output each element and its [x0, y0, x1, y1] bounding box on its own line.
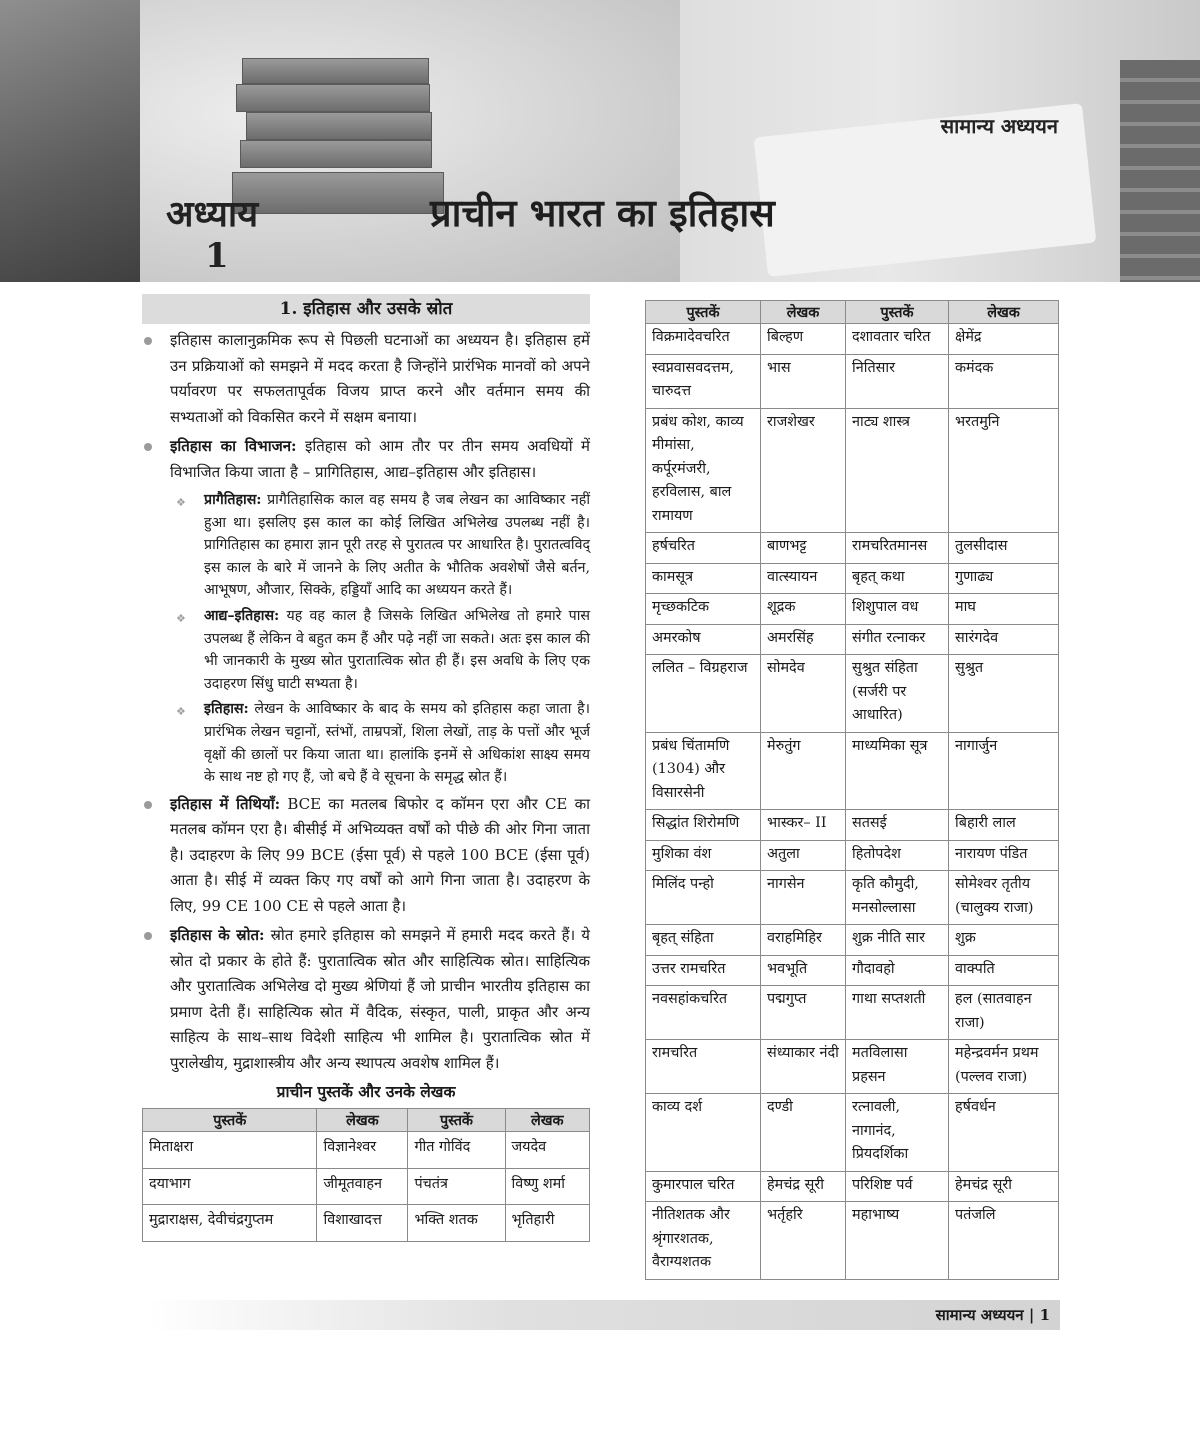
table-cell: विक्रमादेवचरित	[646, 324, 761, 355]
header-sleeve-graphic	[0, 0, 140, 282]
table-row	[143, 1132, 590, 1169]
table-cell: मिताक्षरा	[143, 1132, 317, 1169]
table-cell: संध्याकार नंदी	[761, 1040, 846, 1094]
table-row	[646, 408, 1059, 533]
table-cell: शिशुपाल वध	[846, 594, 949, 625]
bullet-label: इतिहास में तिथियाँ:	[170, 794, 281, 813]
table-cell: सुश्रुत संहिता (सर्जरी पर आधारित)	[846, 655, 949, 733]
table-cell: गौदावहो	[846, 955, 949, 986]
table-cell: अमरसिंह	[761, 624, 846, 655]
table-cell: भृतिहारी	[505, 1205, 590, 1242]
table-cell: वराहमिहिर	[761, 925, 846, 956]
table-cell: बाणभट्ट	[761, 533, 846, 564]
table-cell: वात्स्यायन	[761, 563, 846, 594]
table-cell: विज्ञानेश्वर	[317, 1132, 408, 1169]
bullet-dot-icon	[144, 801, 152, 809]
table-cell: मेरुतुंग	[761, 732, 846, 810]
table-row	[646, 533, 1059, 564]
sub-bullet-text: यह वह काल है जिसके लिखित अभिलेख तो हमारे पास उपलब्ध हैं लेकिन वे बहुत कम हैं और पढ़े नहीं जा सकते। अतः इस काल की भी जानकारी के मुख्य स्रोत पुरातात्विक स्रोत ही हैं। इस अवधि के लिए एक उदाहरण सिंधु घाटी सभ्यता है।	[204, 607, 590, 692]
table-cell: संगीत रत्नाकर	[846, 624, 949, 655]
table-cell: प्रबंध कोश, काव्य मीमांसा, कर्पूरमंजरी, हरविलास, बाल रामायण	[646, 408, 761, 533]
sub-bullet-history	[142, 698, 590, 788]
books-table-title: प्राचीन पुस्तकें और उनके लेखक	[276, 1082, 456, 1102]
bullet-text: स्रोत हमारे इतिहास को समझने में हमारी मदद करते हैं। ये स्रोत दो प्रकार के होते हैं: पुरातात्विक स्रोत और साहित्यिक स्रोत। साहित्यिक और पुरातात्विक अभिलेख दो मुख्य श्रेणियां हैं जो प्राचीन भारतीय इतिहास का प्रमाण देती हैं। साहित्यिक स्रोत में वैदिक, संस्कृत, पाली, प्राकृत और अन्य साहित्य के साथ–साथ विदेशी साहित्य भी शामिल है। पुरातात्विक स्रोत में पुरालेखीय, मुद्राशास्त्रीय और अन्य स्थापत्य अवशेष शामिल हैं।	[170, 926, 590, 1072]
chapter-title: प्राचीन भारत का इतिहास	[430, 190, 775, 235]
left-column	[142, 294, 590, 1242]
table-row	[646, 732, 1059, 810]
book-stack-graphic	[240, 140, 432, 168]
table-cell: उत्तर रामचरित	[646, 955, 761, 986]
footer-separator: |	[1028, 1306, 1035, 1324]
sub-bullet-text: प्रागैतिहासिक काल वह समय है जब लेखन का आविष्कार नहीं हुआ था। इसलिए इस काल का कोई लिखित अभिलेख उपलब्ध नहीं है। प्रागितिहास का हमारा ज्ञान पूरी तरह से पुरातत्व पर आधारित है। पुरातत्वविद् इस काल के बारे में जानने के लिए अतीत के भौतिक अवशेषों जैसे बर्तन, आभूषण, औजार, सिक्के, हड्डियाँ आदि का अध्ययन करते हैं।	[204, 492, 590, 599]
table-cell: बृहत् कथा	[846, 563, 949, 594]
table-cell: परिशिष्ट पर्व	[846, 1171, 949, 1202]
table-cell: पतंजलि	[949, 1202, 1059, 1280]
table-row	[646, 563, 1059, 594]
table-cell: शुक्र	[949, 925, 1059, 956]
table-cell: कुमारपाल चरित	[646, 1171, 761, 1202]
right-table-body	[646, 324, 1059, 1280]
table-row	[646, 810, 1059, 841]
table-cell: मतविलासा प्रहसन	[846, 1040, 949, 1094]
bullet-history-definition	[142, 328, 590, 430]
table-row	[143, 1205, 590, 1242]
table-row	[646, 1094, 1059, 1172]
section-heading: 1. इतिहास और उसके स्रोत	[142, 294, 590, 324]
table-cell: शुक्र नीति सार	[846, 925, 949, 956]
table-cell: विशाखादत्त	[317, 1205, 408, 1242]
table-cell: माघ	[949, 594, 1059, 625]
shelf-books-graphic	[1120, 60, 1200, 282]
sub-bullet-label: प्रागैतिहास:	[204, 492, 262, 508]
table-row	[143, 1168, 590, 1205]
table-cell: पद्मगुप्त	[761, 986, 846, 1040]
table-cell: मुद्राराक्षस, देवीचंद्रगुप्तम	[143, 1205, 317, 1242]
diamond-bullet-icon: ❖	[176, 611, 186, 625]
bullet-history-dates	[142, 792, 590, 920]
table-cell: सिद्धांत शिरोमणि	[646, 810, 761, 841]
footer-series: सामान्य अध्ययन	[935, 1306, 1024, 1324]
table-cell: सारंगदेव	[949, 624, 1059, 655]
table-cell: अमरकोष	[646, 624, 761, 655]
table-cell: सोमदेव	[761, 655, 846, 733]
table-cell: प्रबंध चिंतामणि (1304) और विसारसेनी	[646, 732, 761, 810]
table-cell: नवसहांकचरित	[646, 986, 761, 1040]
table-cell: कृति कौमुदी, मनसोल्लासा	[846, 871, 949, 925]
bullet-text: BCE का मतलब बिफोर द कॉमन एरा और CE का मतलब कॉमन एरा है। बीसीई में अभिव्यक्त वर्षों को पीछे की ओर गिना जाता है। उदाहरण के लिए 99 BCE (ईसा पूर्व) से पहले 100 BCE (ईसा पूर्व) आता है। सीई में व्यक्त किए गए वर्षों को आगे गिना जाता है। उदाहरण के लिए, 99 CE 100 CE से पहले आता है।	[170, 794, 591, 915]
table-cell: गुणाढ्य	[949, 563, 1059, 594]
chapter-label: अध्याय	[166, 193, 259, 235]
table-cell: नीतिशतक और श्रृंगारशतक, वैराग्यशतक	[646, 1202, 761, 1280]
bullet-label: इतिहास के स्रोत:	[170, 926, 265, 945]
table-cell: बिल्हण	[761, 324, 846, 355]
table-cell: काव्य दर्श	[646, 1094, 761, 1172]
table-cell: नारायण पंडित	[949, 840, 1059, 871]
table-cell: सुश्रुत	[949, 655, 1059, 733]
table-cell: गीत गोविंद	[408, 1132, 505, 1169]
table-row	[646, 624, 1059, 655]
bullet-dot-icon	[144, 932, 152, 940]
table-cell: हर्षवर्धन	[949, 1094, 1059, 1172]
column-header-books: पुस्तकें	[646, 301, 761, 324]
bullet-label: इतिहास का विभाजन:	[170, 437, 297, 455]
table-cell: भवभूति	[761, 955, 846, 986]
book-stack-graphic	[242, 58, 429, 84]
table-row	[646, 840, 1059, 871]
table-cell: वाक्पति	[949, 955, 1059, 986]
bullet-text: इतिहास कालानुक्रमिक रूप से पिछली घटनाओं का अध्ययन है। इतिहास हमें उन प्रक्रियाओं को समझने में मदद करता है जिन्होंने प्रारंभिक मानवों को अपने पर्यावरण पर सफलतापूर्वक विजय प्राप्त करने और वर्तमान समय की सभ्यताओं को विकसित करने में सक्षम बनाया।	[170, 331, 590, 426]
table-cell: मुशिका वंश	[646, 840, 761, 871]
sub-bullet-label: इतिहास:	[204, 701, 249, 718]
table-row	[646, 324, 1059, 355]
table-cell: नागार्जुन	[949, 732, 1059, 810]
table-row	[646, 1040, 1059, 1094]
table-cell: हेमचंद्र सूरी	[949, 1171, 1059, 1202]
bullet-text: इतिहास को आम तौर पर तीन समय अवधियों में विभाजित किया जाता है – प्रागितिहास, आद्य–इतिहास और इतिहास।	[170, 437, 591, 481]
table-cell: मिलिंद पन्हो	[646, 871, 761, 925]
table-cell: भक्ति शतक	[408, 1205, 505, 1242]
column-header-books: पुस्तकें	[846, 301, 949, 324]
table-row	[646, 655, 1059, 733]
table-cell: हेमचंद्र सूरी	[761, 1171, 846, 1202]
books-authors-table-right	[645, 300, 1059, 1280]
column-header-author: लेखक	[761, 301, 846, 324]
table-cell: क्षेमेंद्र	[949, 324, 1059, 355]
table-cell: रामचरित	[646, 1040, 761, 1094]
table-row	[646, 925, 1059, 956]
table-cell: बिहारी लाल	[949, 810, 1059, 841]
column-header-author: लेखक	[317, 1109, 408, 1132]
table-cell: स्वप्नवासवदत्तम, चारुदत्त	[646, 354, 761, 408]
table-cell: कामसूत्र	[646, 563, 761, 594]
page-footer	[146, 1300, 1060, 1330]
table-cell: बृहत् संहिता	[646, 925, 761, 956]
table-cell: दशावतार चरित	[846, 324, 949, 355]
table-cell: शूद्रक	[761, 594, 846, 625]
table-cell: राजशेखर	[761, 408, 846, 533]
table-cell: हितोपदेश	[846, 840, 949, 871]
book-stack-graphic	[246, 112, 432, 140]
column-header-books: पुस्तकें	[408, 1109, 505, 1132]
table-cell: सोमेश्वर तृतीय (चालुक्य राजा)	[949, 871, 1059, 925]
table-cell: सतसई	[846, 810, 949, 841]
chapter-number: 1	[205, 236, 229, 276]
table-cell: महाभाष्य	[846, 1202, 949, 1280]
table-cell: हल (सातवाहन राजा)	[949, 986, 1059, 1040]
table-cell: जयदेव	[505, 1132, 590, 1169]
column-header-author: लेखक	[949, 301, 1059, 324]
table-cell: माध्यमिका सूत्र	[846, 732, 949, 810]
table-row	[646, 354, 1059, 408]
column-header-books: पुस्तकें	[143, 1109, 317, 1132]
diamond-bullet-icon: ❖	[176, 705, 186, 719]
sub-bullet-text: लेखन के आविष्कार के बाद के समय को इतिहास कहा जाता है। प्रारंभिक लेखन चट्टानों, स्तंभों, ताम्रपत्रों, शिला लेखों, ताड़ के पत्तों और भूर्ज वृक्षों की छालों पर किया जाता था। हालांकि इनमें से अधिकांश साक्ष्य समय के साथ नष्ट हो गए हैं, जो बचे हैं वे सूचना के समृद्ध स्रोत हैं।	[204, 701, 590, 786]
right-column	[645, 300, 1058, 1280]
table-row	[646, 871, 1059, 925]
table-cell: नाट्य शास्त्र	[846, 408, 949, 533]
table-cell: दण्डी	[761, 1094, 846, 1172]
table-cell: भास्कर– II	[761, 810, 846, 841]
diamond-bullet-icon: ❖	[176, 496, 186, 509]
table-cell: रामचरितमानस	[846, 533, 949, 564]
table-cell: नितिसार	[846, 354, 949, 408]
page-number: 1	[1039, 1306, 1050, 1324]
bullet-history-sources	[142, 923, 590, 1076]
footer-text	[936, 1305, 1050, 1325]
table-row	[646, 986, 1059, 1040]
table-cell: विष्णु शर्मा	[505, 1168, 590, 1205]
table-row	[646, 1202, 1059, 1280]
book-stack-graphic	[232, 172, 444, 214]
table-cell: पंचतंत्र	[408, 1168, 505, 1205]
book-stack-graphic	[236, 84, 430, 112]
sub-bullet-label: आद्य–इतिहास:	[204, 607, 280, 624]
table-cell: भर्तृहरि	[761, 1202, 846, 1280]
books-authors-table-left	[142, 1108, 590, 1242]
bullet-dot-icon	[144, 443, 152, 451]
chapter-header-banner	[0, 0, 1200, 282]
sub-bullet-protohistory	[142, 605, 590, 695]
table-cell: गाथा सप्तशती	[846, 986, 949, 1040]
table-row	[646, 1171, 1059, 1202]
table-header-row	[143, 1109, 590, 1132]
table-cell: तुलसीदास	[949, 533, 1059, 564]
table-row	[646, 955, 1059, 986]
table-row	[646, 594, 1059, 625]
table-cell: रत्नावली, नागानंद, प्रियदर्शिका	[846, 1094, 949, 1172]
table-cell: अतुला	[761, 840, 846, 871]
table-cell: महेन्द्रवर्मन प्रथम (पल्लव राजा)	[949, 1040, 1059, 1094]
bullet-history-division	[142, 434, 590, 485]
table-cell: जीमूतवाहन	[317, 1168, 408, 1205]
table-cell: मृच्छकटिक	[646, 594, 761, 625]
table-cell: दयाभाग	[143, 1168, 317, 1205]
table-cell: नागसेन	[761, 871, 846, 925]
table-cell: भास	[761, 354, 846, 408]
table-header-row	[646, 301, 1059, 324]
table-cell: हर्षचरित	[646, 533, 761, 564]
bullet-dot-icon	[144, 337, 152, 345]
table-cell: भरतमुनि	[949, 408, 1059, 533]
table-cell: ललित – विग्रहराज	[646, 655, 761, 733]
table-cell: कमंदक	[949, 354, 1059, 408]
series-title: सामान्य अध्ययन	[940, 114, 1058, 138]
column-header-author: लेखक	[505, 1109, 590, 1132]
sub-bullet-prehistory	[142, 489, 590, 602]
